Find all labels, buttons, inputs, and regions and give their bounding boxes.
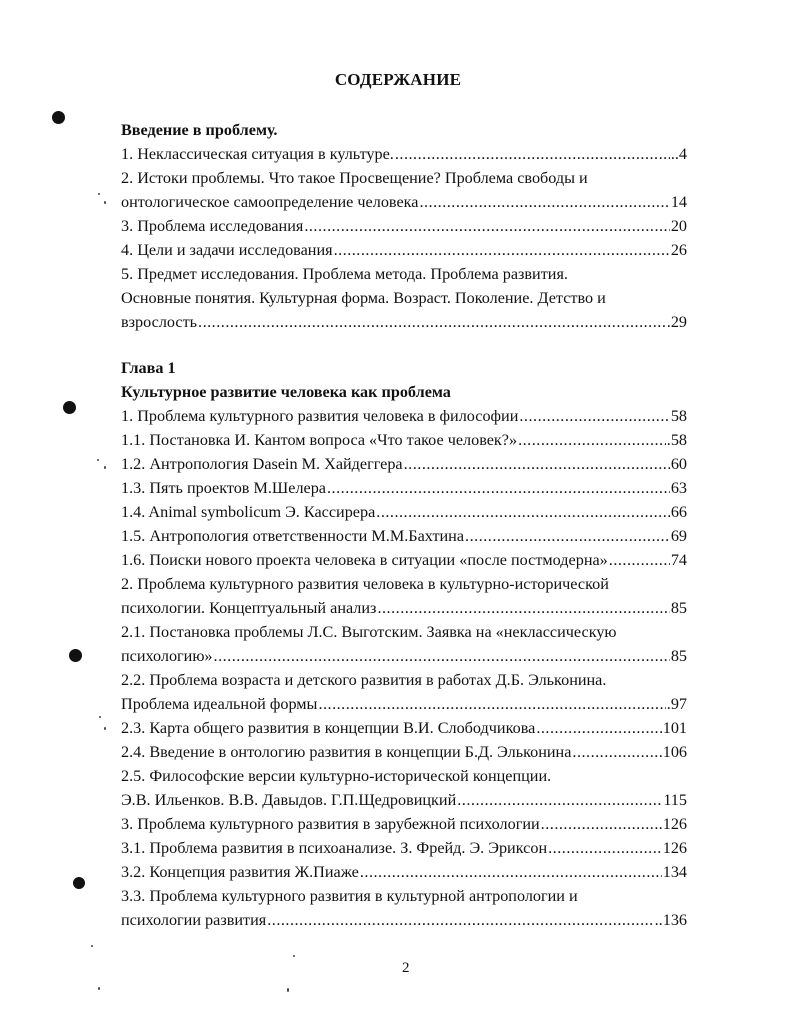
toc-entry-page: ..4: [670, 145, 687, 163]
toc-entry-page: 58: [670, 407, 687, 425]
toc-entry-page: .29: [666, 313, 687, 331]
toc-entry-page: .97: [666, 695, 687, 713]
toc-entry-text: 4. Цели и задачи исследования: [121, 241, 333, 259]
toc-entry: [121, 310, 687, 334]
toc-entry-page: 101: [662, 719, 687, 737]
toc-entry-text: 1.6. Поиски нового проекта человека в ситуации «после постмодерна»: [121, 551, 608, 569]
dot-leader: [267, 908, 653, 932]
toc-entry: [121, 740, 687, 764]
dot-leader: [395, 142, 670, 166]
toc-entry-line: Основные понятия. Культурная форма. Возраст. Поколение. Детство и: [121, 289, 606, 307]
dot-leader: [304, 214, 669, 238]
toc-entry-page: 85: [670, 647, 687, 665]
toc-entry-line: 2.1. Постановка проблемы Л.С. Выготским. Заявка на «неклассическую: [121, 623, 617, 641]
scan-speck: [98, 193, 100, 195]
toc-entry-text: 1.4. Animal symbolicum Э. Кассирера: [121, 503, 376, 521]
toc-entry: [121, 548, 687, 572]
toc-entry-text: 3.1. Проблема развития в психоанализе. З. Фрейд. Э. Эриксон: [121, 839, 548, 857]
scan-speck: [97, 459, 99, 461]
dot-leader: [360, 860, 662, 884]
toc-entry-text: 1.2. Антропология Dasein М. Хайдеггера: [121, 455, 403, 473]
toc-entry-page: 20: [670, 217, 687, 235]
toc-entry-text: взрослость: [121, 313, 198, 331]
toc-entry-line: 2.5. Философские версии культурно-исторической концепции.: [121, 767, 552, 785]
scan-speck: [104, 727, 106, 730]
dot-leader: [404, 452, 670, 476]
page-number: 2: [402, 960, 410, 976]
toc-entry-page: 134: [662, 863, 687, 881]
toc-entry-line: 2. Истоки проблемы. Что такое Просвещение? Проблема свободы и: [121, 169, 588, 187]
dot-leader: [519, 404, 669, 428]
toc-entry-line: 5. Предмет исследования. Проблема метода. Проблема развития.: [121, 265, 568, 283]
scan-speck: [287, 988, 289, 992]
toc-entry-page: 26: [670, 241, 687, 259]
dot-leader: [419, 190, 669, 214]
toc-entry-text: 3. Проблема исследования: [121, 217, 304, 235]
toc-entry-page: 85: [670, 599, 687, 617]
toc-entry: [121, 788, 687, 812]
toc-entry: [121, 142, 687, 166]
dot-leader: [377, 596, 669, 620]
toc-entry: [121, 692, 687, 716]
toc-entry: [121, 238, 687, 262]
dot-leader: [465, 524, 670, 548]
toc-entry: [121, 836, 687, 860]
toc-entry: [121, 476, 687, 500]
scan-blot: [69, 649, 82, 662]
toc-entry-text: Проблема идеальной формы: [121, 695, 318, 713]
scan-blot: [52, 111, 65, 124]
dot-leader: [572, 740, 661, 764]
toc-entry: [121, 644, 687, 668]
table-of-contents: [121, 118, 687, 932]
toc-entry: [121, 860, 687, 884]
dot-leader: [536, 716, 661, 740]
dot-leader: [376, 500, 670, 524]
toc-entry-line: 2. Проблема культурного развития человека в культурно-исторической: [121, 575, 609, 593]
dot-leader: [548, 836, 662, 860]
dot-leader: [318, 692, 665, 716]
scan-blot: [63, 401, 76, 414]
dot-leader: [334, 238, 670, 262]
toc-entry-text: 1.1. Постановка И. Кантом вопроса «Что такое человек?»: [121, 431, 518, 449]
toc-entry-page: ..136: [654, 911, 687, 929]
toc-entry-text: Э.В. Ильенков. В.В. Давыдов. Г.П.Щедровицкий: [121, 791, 457, 809]
toc-entry: [121, 596, 687, 620]
toc-entry: [121, 404, 687, 428]
toc-entry-page: 74: [670, 551, 687, 569]
toc-entry-text: 1.5. Антропология ответственности М.М.Бахтина: [121, 527, 465, 545]
dot-leader: [457, 788, 662, 812]
toc-entry-text: 1. Неклассическая ситуация в культуре.: [121, 145, 394, 163]
dot-leader: [609, 548, 670, 572]
toc-entry-page: 63: [670, 479, 687, 497]
scan-speck: [98, 987, 100, 990]
scan-speck: [293, 955, 295, 957]
chapter-heading: Культурное развитие человека как проблема: [121, 383, 451, 401]
toc-entry-text: 1. Проблема культурного развития человека в философии: [121, 407, 519, 425]
toc-entry: [121, 190, 687, 214]
scan-speck: [91, 945, 93, 947]
dot-leader: [541, 812, 658, 836]
toc-entry: [121, 214, 687, 238]
page-title: СОДЕРЖАНИЕ: [334, 70, 462, 89]
toc-entry-text: 2.3. Карта общего развития в концепции В.И. Слободчикова: [121, 719, 536, 737]
toc-entry-line: 2.2. Проблема возраста и детского развития в работах Д.Б. Эльконина.: [121, 671, 607, 689]
toc-entry: [121, 500, 687, 524]
toc-entry-page: 106: [662, 743, 687, 761]
toc-entry: [121, 716, 687, 740]
toc-entry-page: 115: [663, 791, 687, 809]
toc-entry: [121, 524, 687, 548]
toc-entry-line: 3.3. Проблема культурного развития в культурной антропологии и: [121, 887, 578, 905]
dot-leader: [214, 644, 670, 668]
toc-entry: [121, 908, 687, 932]
dot-leader: [327, 476, 670, 500]
toc-entry-text: 1.3. Пять проектов М.Шелера: [121, 479, 326, 497]
toc-entry-page: .58: [666, 431, 687, 449]
scan-speck: [104, 201, 106, 204]
toc-entry: [121, 452, 687, 476]
toc-entry-page: .126: [658, 815, 687, 833]
toc-entry-page: 66: [670, 503, 687, 521]
toc-entry-text: психологии развития: [121, 911, 267, 929]
toc-entry: [121, 812, 687, 836]
dot-leader: [518, 428, 666, 452]
toc-entry-text: психологию»: [121, 647, 213, 665]
toc-entry-page: 60: [670, 455, 687, 473]
toc-entry-text: 3. Проблема культурного развития в зарубежной психологии: [121, 815, 540, 833]
chapter-label: Глава 1: [121, 359, 176, 377]
scan-speck: [104, 466, 106, 469]
toc-entry-text: психологии. Концептуальный анализ: [121, 599, 377, 617]
toc-entry-page: 69: [670, 527, 687, 545]
scan-speck: [99, 716, 101, 718]
scan-blot: [73, 877, 85, 889]
toc-entry-text: онтологическое самоопределение человека: [121, 193, 419, 211]
toc-entry: [121, 428, 687, 452]
dot-leader: [198, 310, 666, 334]
toc-entry-page: 126: [662, 839, 687, 857]
intro-heading: Введение в проблему.: [121, 121, 278, 139]
toc-entry-page: 14: [670, 193, 687, 211]
toc-entry-text: 2.4. Введение в онтологию развития в концепции Б.Д. Эльконина: [121, 743, 572, 761]
toc-entry-text: 3.2. Концепция развития Ж.Пиаже: [121, 863, 359, 881]
